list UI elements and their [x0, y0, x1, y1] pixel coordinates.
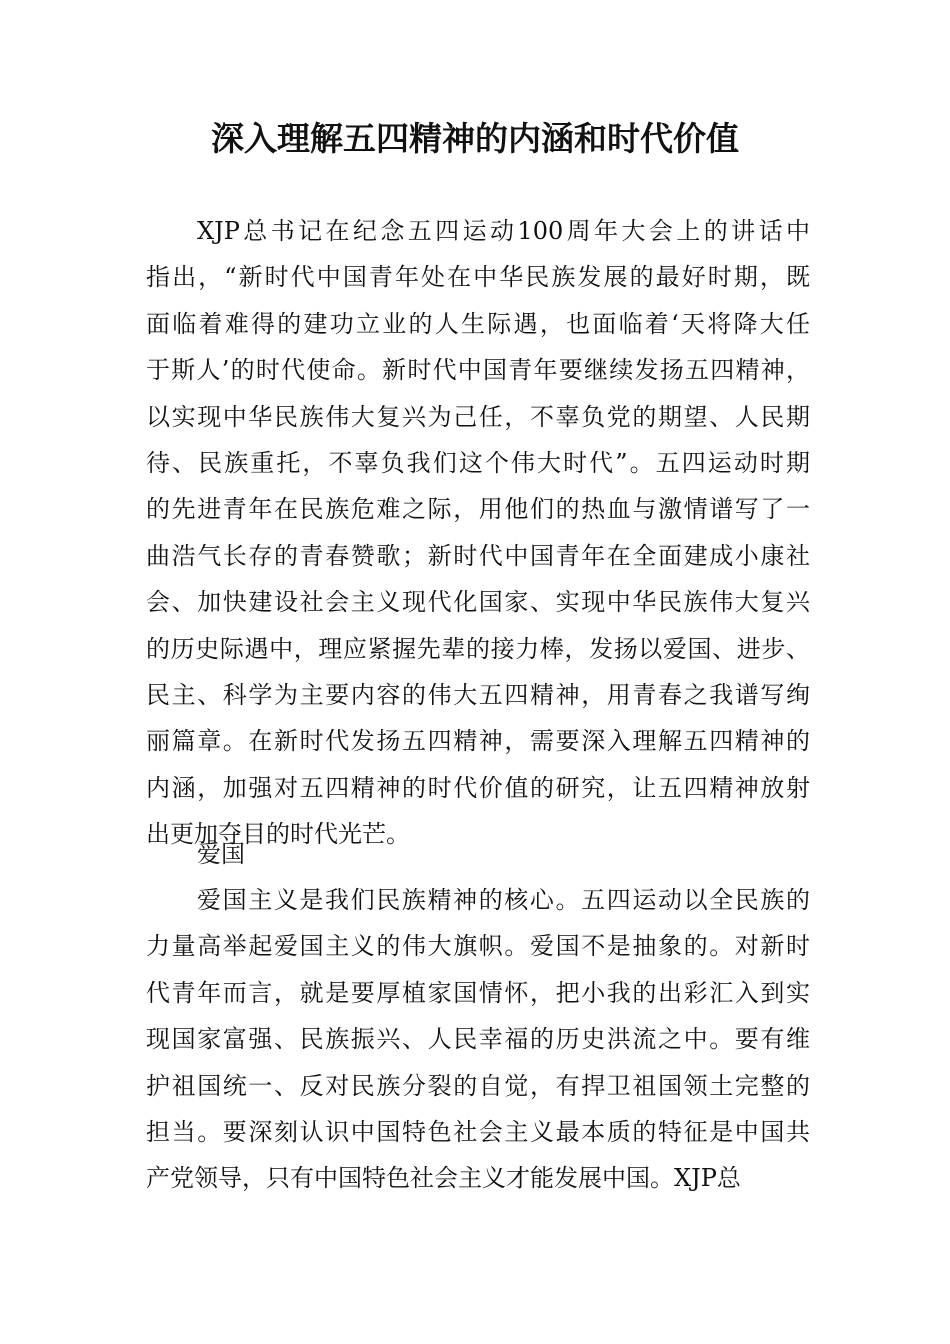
section-heading-block	[146, 831, 810, 877]
paragraph-line: 待、民族重托，不辜负我们这个伟大时代”。五四运动时期	[146, 448, 810, 477]
paragraph-line: 爱国主义是我们民族精神的核心。五四运动以全民族的	[197, 886, 810, 914]
paragraph-line: 面临着难得的建功立业的人生际遇，也面临着‘天将降大任	[146, 309, 810, 338]
paragraph-line: 指出，“新时代中国青年处在中华民族发展的最好时期，既	[146, 263, 810, 292]
paragraph-line: 现国家富强、民族振兴、人民幸福的历史洪流之中。要有维	[146, 1025, 810, 1054]
paragraph-line: 的历史际遇中，理应紧握先辈的接力棒，发扬以爱国、进步、	[146, 634, 810, 663]
paragraph-line: 以实现中华民族伟大复兴为己任，不辜负党的期望、人民期	[146, 402, 810, 431]
paragraph-line: 丽篇章。在新时代发扬五四精神，需要深入理解五四精神的	[146, 727, 810, 756]
paragraph-2	[146, 877, 810, 1202]
paragraph-line: 民主、科学为主要内容的伟大五四精神，用青春之我谱写绚	[146, 680, 810, 709]
paragraph-line: XJP总书记在纪念五四运动100周年大会上的讲话中	[197, 217, 810, 245]
paragraph-line: 护祖国统一、反对民族分裂的自觉，有捍卫祖国领土完整的	[146, 1071, 810, 1100]
paragraph-line: 产党领导，只有中国特色社会主义才能发展中国。XJP总	[146, 1164, 741, 1193]
paragraph-line: 于斯人’的时代使命。新时代中国青年要继续发扬五四精神，	[146, 356, 810, 385]
paragraph-line: 担当。要深刻认识中国特色社会主义最本质的特征是中国共	[146, 1117, 810, 1146]
paragraph-line: 会、加快建设社会主义现代化国家、实现中华民族伟大复兴	[146, 588, 810, 617]
paragraph-line: 内涵，加强对五四精神的时代价值的研究，让五四精神放射	[146, 773, 810, 802]
paragraph-line: 出更加夺目的时代光芒。	[146, 820, 410, 849]
document-title: 深入理解五四精神的内涵和时代价值	[211, 119, 739, 158]
paragraph-line: 的先进青年在民族危难之际，用他们的热血与激情谱写了一	[146, 495, 810, 524]
paragraph-line: 代青年而言，就是要厚植家国情怀，把小我的出彩汇入到实	[146, 978, 810, 1007]
paragraph-line: 力量高举起爱国主义的伟大旗帜。爱国不是抽象的。对新时	[146, 932, 810, 961]
section-heading: 爱国	[197, 840, 245, 868]
paragraph-line: 曲浩气长存的青春赞歌；新时代中国青年在全面建成小康社	[146, 541, 810, 570]
paragraph-1	[146, 208, 810, 857]
